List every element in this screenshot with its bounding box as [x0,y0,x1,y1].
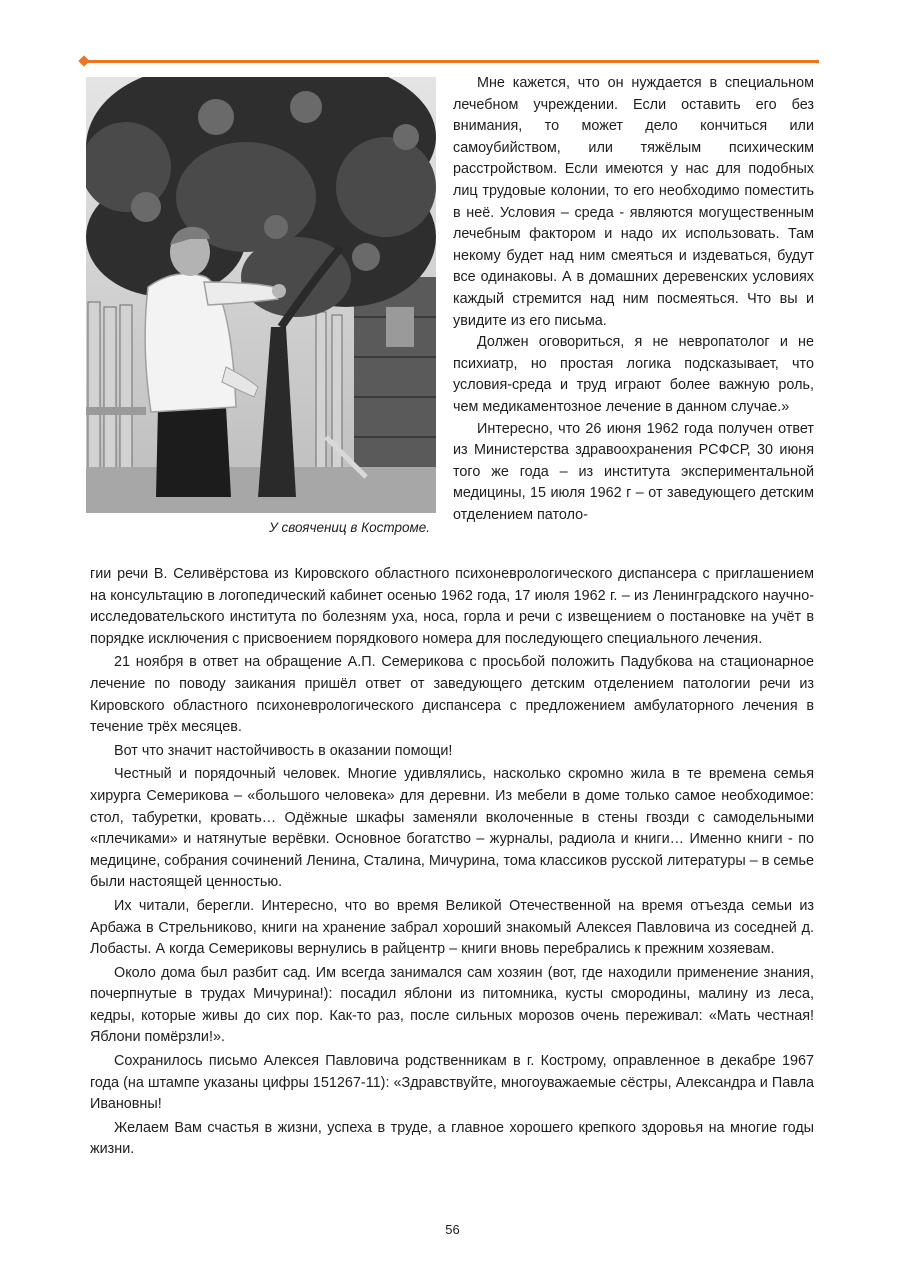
paragraph: Интересно, что 26 июня 1962 года получен ответ из Министерства здравоохранения РСФСР, 30 июня того же года – из института экспериментальной медицины, 15 июля 1962 г – от заведующего детским отделением патоло- [453,420,814,523]
paragraph: Около дома был разбит сад. Им всегда занимался сам хозяин (вот, где находили применение знания, почерпнутые в трудах Мичурина!): посадил яблони из питомника, кусты смородины, малину из леса, кедры, которые живы до сих пор. Как-то раз, после сильных морозов очень переживал: «Мать честная! Яблони помёрзли!». [90,964,814,1046]
paragraph: Вот что значит настойчивость в оказании помощи! [114,742,453,759]
header-rule [84,60,819,63]
paragraph: Желаем Вам счастья в жизни, успеха в труде, а главное хорошего крепкого здоровья на многие годы жизни. [90,1119,814,1158]
body-text [90,564,814,1161]
paragraph: Честный и порядочный человек. Многие удивлялись, насколько скромно жила в те времена семья хирурга Семерикова – «большого человека» для деревни. Из мебели в доме только самое необходимое: стол, табуретки, кровать… Одёжные шкафы заменяли вколоченные в стены гвозди с самодельными «плечиками» и натянутые верёвки. Основное богатство – журналы, радиола и книги… Именно книги - по медицине, собрания сочинений Ленина, Сталина, Мичурина, тома классиков русской литературы – в семье были настоящей ценностью. [90,766,814,891]
photo [86,77,436,513]
paragraph: 21 ноября в ответ на обращение А.П. Семерикова с просьбой положить Падубкова на стационарное лечение по поводу заикания пришёл ответ от заведующего детским отделением патологии речи из Кировского областного психоневрологического диспансера с предложением амбулаторного лечения в течение трёх месяцев. [90,654,814,736]
page-number: 56 [445,1222,460,1237]
paragraph: Их читали, берегли. Интересно, что во время Великой Отечественной на время отъезда семьи из Арбажа в Стрельниково, книги на хранение забрал хороший знакомый Алексея Павловича из соседней д. Лобасты. А когда Семериковы вернулись в райцентр – книги вновь перебрались к прежним хозяевам. [90,897,814,958]
photo-man-under-apple-tree-icon [86,77,436,513]
paragraph: Должен оговориться, я не невропатолог и не психиатр, но простая логика подсказывает, что условия-среда и труд играют более важную роль, чем медикаментозное лечение в данном случае.» [453,334,814,415]
paragraph: Мне кажется, что он нуждается в специальном лечебном учреждении. Если оставить его без внимания, то может дело кончиться или самоубийством, или тяжёлым психическим расстройством. Если имеются у нас для подобных лиц трудовые колонии, то его необходимо поместить в неё. Условия – среда - являются могущественным лечебным фактором и надо их использовать. Там некому будет над ним смеяться и издеваться, будут все одинаковы. А в домашних деревенских условиях каждый стремится над ним посмеяться. Что вы и увидите из его письма. [453,75,814,329]
paragraph-continuation: гии речи В. Селивёрстова из Кировского областного психоневрологического диспансера с приглашением на консультацию в логопедический кабинет осенью 1962 года, 17 июля 1962 г. – из Ленинградского научно-исследовательского института по болезням уха, носа, горла и речи с извещением о постановке на учёт в порядке исключения с присвоением порядкового номера для последующего специального лечения. [90,566,814,647]
photo-caption: У своячениц в Костроме. [269,520,430,535]
right-text-column [453,73,814,526]
paragraph: Сохранилось письмо Алексея Павловича родственникам в г. Кострому, оправленное в декабре 1967 года (на штампе указаны цифры 151267-11): «Здравствуйте, многоуважаемые сёстры, Александра и Павла Ивановны! [90,1053,814,1113]
